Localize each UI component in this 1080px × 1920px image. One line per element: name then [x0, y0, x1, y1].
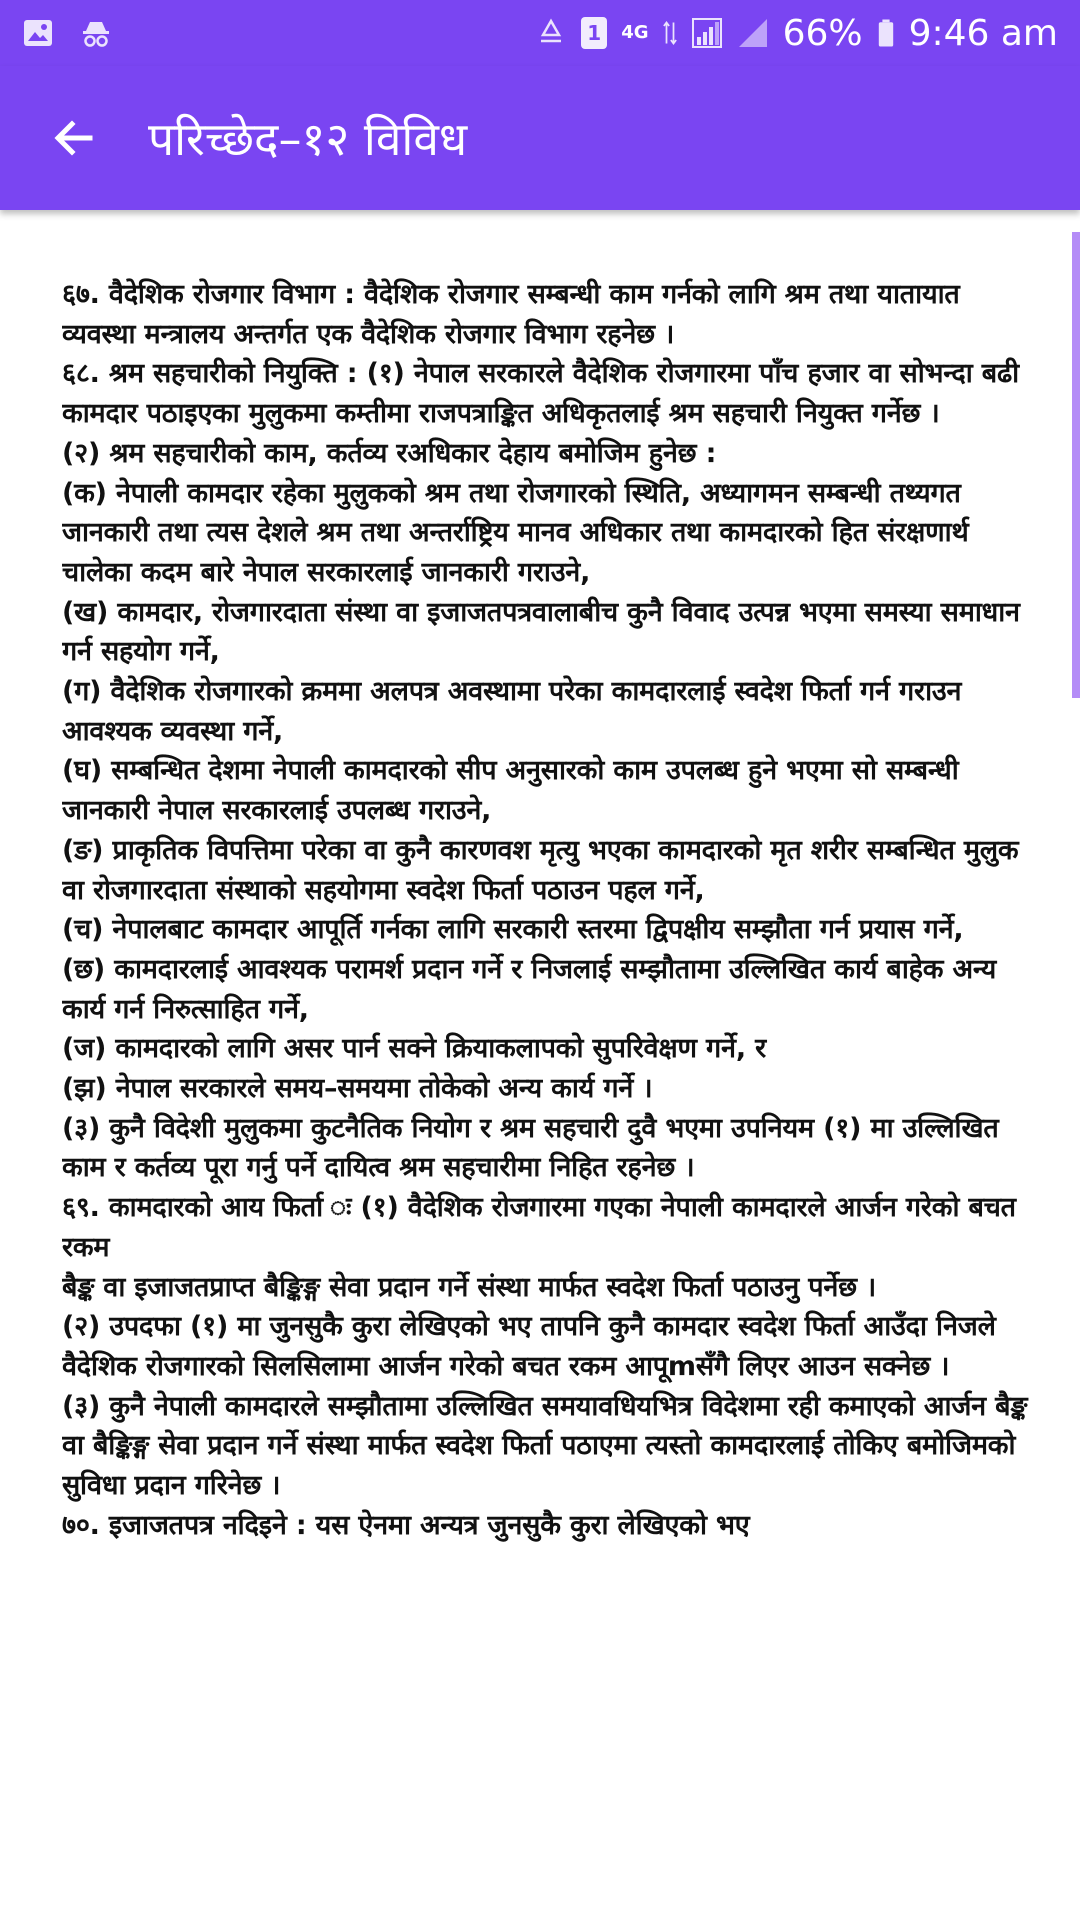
paragraph: (ज) कामदारको लागि असर पार्न सक्ने क्रियाकलापको सुपरिवेक्षण गर्ने, र — [62, 1033, 766, 1065]
recycle-icon — [535, 17, 567, 49]
paragraph: ६८. श्रम सहचारीको नियुक्ति : (१) नेपाल सरकारले वैदेशिक रोजगारमा पाँच हजार वा सोभन्दा बढी कामदार पठाइएका मुलुकमा कम्तीमा राजपत्राङ्कित अधिकृतलाई श्रम सहचारी नियुक्त गर्नेछ । — [62, 358, 1019, 430]
paragraph: (ख) कामदार, रोजगारदाता संस्था वा इजाजतपत्रवालाबीच कुनै विवाद उत्पन्न भएमा समस्या समाधान गर्न सहयोग गर्ने, — [62, 596, 1020, 668]
battery-icon — [877, 17, 895, 49]
paragraph: (च) नेपालबाट कामदार आपूर्ति गर्नका लागि सरकारी स्तरमा द्विपक्षीय सम्झौता गर्न प्रयास गर्ने, — [62, 914, 964, 946]
paragraph: ६९. कामदारको आय फिर्ता ः (१) वैदेशिक रोजगारमा गएका नेपाली कामदारले आर्जन गरेको बचत रकम — [62, 1192, 1016, 1263]
network-type-label: 4G — [621, 22, 649, 43]
status-bar-right — [535, 13, 1058, 54]
clock: 9:46 am — [908, 12, 1058, 54]
paragraph: (घ) सम्बन्धित देशमा नेपाली कामदारको सीप अनुसारको काम उपलब्ध हुने भएमा सो सम्बन्धी जानकारी नेपाल सरकारलाई उपलब्ध गराउने, — [62, 755, 959, 827]
paragraph: (ग) वैदेशिक रोजगारको क्रममा अलपत्र अवस्थामा परेका कामदारलाई स्वदेश फिर्ता गर्न गराउन आवश्यक व्यवस्था गर्ने, — [62, 676, 962, 747]
data-arrows-icon — [663, 17, 677, 49]
paragraph: (झ) नेपाल सरकारले समय–समयमा तोकेको अन्य कार्य गर्ने । — [62, 1073, 653, 1105]
paragraph: (२) श्रम सहचारीको काम, कर्तव्य रअधिकार देहाय बमोजिम हुनेछ : — [62, 437, 717, 469]
page-title: परिच्छेद–१२ विविध — [148, 112, 468, 166]
signal-icon-2 — [737, 17, 769, 49]
arrow-left-icon — [50, 114, 98, 162]
paragraph: बैङ्क वा इजाजतप्राप्त बैङ्किङ्ग सेवा प्रदान गर्ने संस्था मार्फत स्वदेश फिर्ता पठाउनु पर्नेछ । — [62, 1271, 877, 1303]
paragraph: (२) उपदफा (१) मा जुनसुकै कुरा लेखिएको भए तापनि कुनै कामदार स्वदेश फिर्ता आउँदा निजले वैदेशिक रोजगारको सिलसिलामा आर्जन गरेको बचत रकम आपूmसँगै लिएर आउन सक्नेछ । — [62, 1311, 996, 1382]
status-bar — [0, 0, 1080, 66]
image-icon — [22, 17, 54, 49]
paragraph: (छ) कामदारलाई आवश्यक परामर्श प्रदान गर्ने र निजलाई सम्झौतामा उल्लिखित कार्य बाहेक अन्य कार्य गर्न निरुत्साहित गर्ने, — [62, 953, 997, 1025]
incognito-icon — [80, 17, 112, 49]
paragraph: (क) नेपाली कामदार रहेका मुलुकको श्रम तथा रोजगारको स्थिति, अध्यागमन सम्बन्धी तथ्यगत जानकारी तथा त्यस देशले श्रम तथा अन्तर्राष्ट्रिय मानव अधिकार तथा कामदारको हित संरक्षणार्थ चालेका कदम बारे नेपाल सरकारलाई जानकारी गराउने, — [62, 477, 969, 588]
back-button[interactable] — [0, 66, 148, 210]
paragraph: ७०. इजाजतपत्र नदिइने : यस ऐनमा अन्यत्र जुनसुकै कुरा लेखिएको भए — [62, 1509, 750, 1541]
app-bar — [0, 66, 1080, 210]
paragraph: (३) कुनै विदेशी मुलुकमा कुटनैतिक नियोग र श्रम सहचारी दुवै भएमा उपनियम (१) मा उल्लिखित काम र कर्तव्य पूरा गर्नु पर्ने दायित्व श्रम सहचारीमा निहित रहनेछ । — [62, 1112, 999, 1184]
status-bar-left — [22, 17, 112, 49]
paragraph: (३) कुनै नेपाली कामदारले सम्झौतामा उल्लिखित समयावधियभित्र विदेशमा रही कमाएको आर्जन बैङ्क वा बैङ्किङ्ग सेवा प्रदान गर्ने संस्था मार्फत स्वदेश फिर्ता पठाएमा त्यस्तो कामदारलाई तोकिए बमोजिमको सुविधा प्रदान गरिनेछ । — [62, 1390, 1028, 1502]
paragraph: (ङ) प्राकृतिक विपत्तिमा परेका वा कुनै कारणवश मृत्यु भएका कामदारको मृत शरीर सम्बन्धित मुलुक वा रोजगारदाता संस्थाको सहयोगमा स्वदेश फिर्ता पठाउन पहल गर्ने, — [62, 834, 1019, 906]
scrollbar[interactable] — [1072, 232, 1080, 698]
sim-icon: 1 — [581, 17, 607, 49]
document-content — [62, 275, 1030, 1920]
signal-icon — [691, 17, 723, 49]
paragraph: ६७. वैदेशिक रोजगार विभाग : वैदेशिक रोजगार सम्बन्धी काम गर्नको लागि श्रम तथा यातायात व्यवस्था मन्त्रालय अन्तर्गत एक वैदेशिक रोजगार विभाग रहनेछ । — [62, 279, 960, 350]
battery-percent: 66% — [782, 12, 863, 54]
